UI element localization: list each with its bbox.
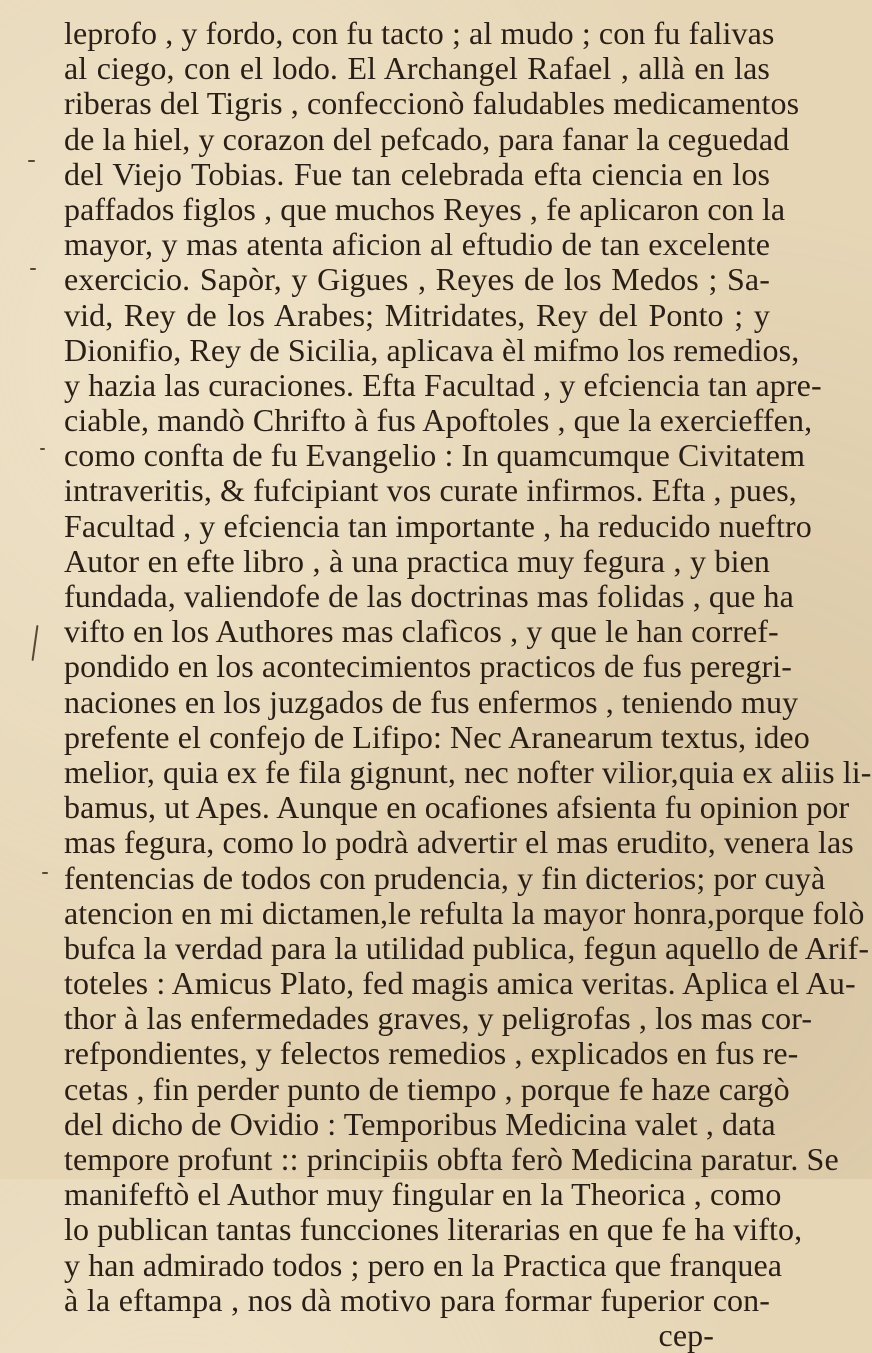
text-line: toteles : Amicus Plato, fed magis amica veritas. Aplica el Au-	[64, 965, 856, 1002]
margin-mark	[28, 160, 35, 162]
text-line: bufca la verdad para la utilidad publica, fegun aquello de Arif-	[64, 929, 870, 966]
text-line: al ciego, con el lodo. El Archangel Rafael , allà en las	[64, 50, 770, 87]
text-line: paffados figlos , que muchos Reyes , fe aplicaron con la	[64, 190, 786, 227]
text-line: thor à las enfermedades graves, y peligrofas , los mas cor-	[64, 1000, 813, 1037]
text-line: riberas del Tigris , confeccionò faludables medicamentos	[64, 85, 800, 122]
text-line: fundada, valiendofe de las doctrinas mas folidas , que ha	[64, 578, 794, 614]
text-line: melior, quia ex fe fila gignunt, nec nofter vilior,quia ex aliis li-	[64, 753, 872, 790]
text-line: del dicho de Ovidio : Temporibus Medicina valet , data	[64, 1105, 776, 1142]
text-line: Dionifio, Rey de Sicilia, aplicava èl mifmo los remedios,	[64, 331, 800, 368]
margin-mark	[42, 872, 48, 874]
body-text	[64, 15, 872, 1353]
text-line: de la hiel, y corazon del pefcado, para fanar la ceguedad	[64, 120, 790, 157]
text-line: vid, Rey de los Arabes; Mitridates, Rey del Ponto ; y	[64, 296, 770, 333]
text-line: naciones en los juzgados de fus enfermos , teniendo muy	[64, 683, 799, 720]
text-line: tempore profunt :: principiis obfta ferò Medicina paratur. Se	[64, 1141, 839, 1177]
text-line: bamus, ut Apes. Aunque en ocafiones afsienta fu opinion por	[64, 789, 850, 826]
text-line: refpondientes, y felectos remedios , explicados en fus re-	[64, 1035, 799, 1072]
text-line: prefente el confejo de Lifipo: Nec Aranearum textus, ideo	[64, 718, 810, 755]
text-line: fentencias de todos con prudencia, y fin dicterios; por cuyà	[64, 859, 826, 896]
text-line: cetas , fin perder punto de tiempo , porque fe haze cargò	[64, 1070, 790, 1107]
text-line: Facultad , y efciencia tan importante , ha reducido nueftro	[64, 507, 812, 544]
text-line: exercicio. Sapòr, y Gigues , Reyes de los Medos ; Sa-	[64, 261, 770, 298]
text-line: leprofo , y fordo, con fu tacto ; al mudo ; con fu falivas	[64, 15, 775, 51]
text-line: ciable, mandò Chrifto à fus Apoftoles , que la exercieffen,	[64, 402, 813, 439]
text-line: vifto en los Authores mas clafìcos , y que le han corref-	[64, 613, 779, 650]
text-line: y hazia las curaciones. Efta Facultad , y efciencia tan apre-	[64, 366, 822, 403]
text-line: intraveritis, & fufcipiant vos curate infirmos. Efta , pues,	[64, 472, 797, 509]
margin-mark	[30, 268, 36, 270]
text-line: lo publican tantas funcciones literarias en que fe ha vifto,	[64, 1211, 803, 1248]
margin-mark	[32, 625, 39, 661]
text-line: y han admirado todos ; pero en la Practica que franquea	[64, 1246, 783, 1283]
text-line: manifeftò el Author muy fingular en la Theorica , como	[64, 1176, 782, 1213]
text-line: Autor en efte libro , à una practica muy fegura , y bien	[64, 542, 770, 579]
text-line: como confta de fu Evangelio : In quamcumque Civitatem	[64, 437, 806, 474]
margin-mark	[40, 448, 45, 450]
text-line: à la eftampa , nos dà motivo para formar fuperior con-	[64, 1281, 770, 1318]
margin-marks	[0, 0, 60, 1179]
text-line: mas fegura, como lo podrà advertir el mas erudito, venera las	[64, 824, 854, 861]
text-line: atencion en mi dictamen,le refulta la mayor honra,porque folò	[64, 894, 865, 931]
catchword: cep-	[658, 1316, 714, 1353]
text-line: del Viejo Tobias. Fue tan celebrada efta ciencia en los	[64, 155, 770, 192]
text-line: mayor, y mas atenta aficion al eftudio de tan excelente	[64, 226, 770, 263]
text-line: pondido en los acontecimientos practicos de fus peregri-	[64, 648, 793, 685]
